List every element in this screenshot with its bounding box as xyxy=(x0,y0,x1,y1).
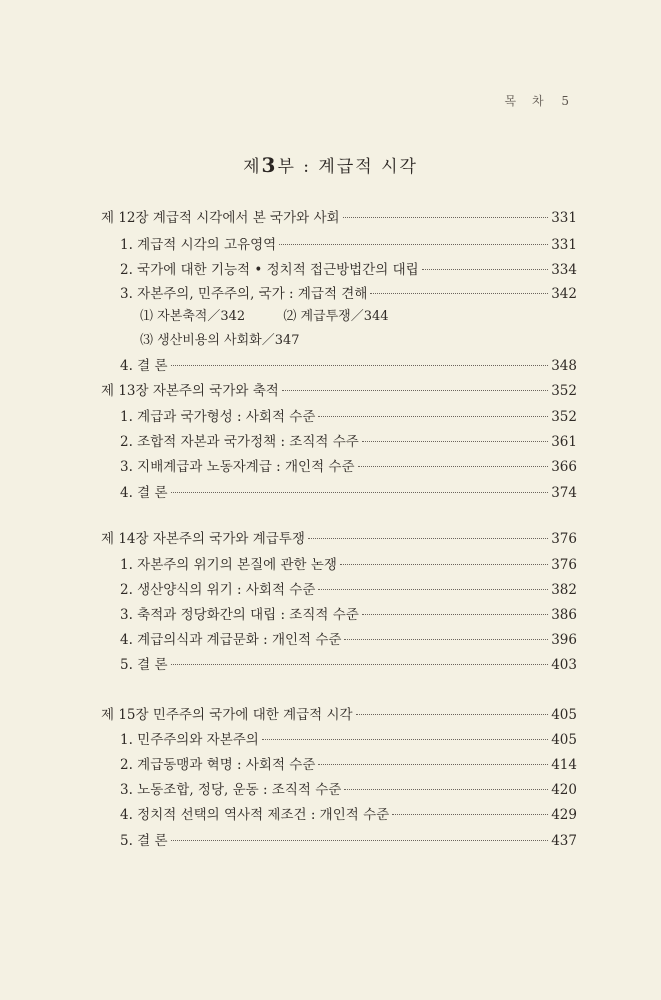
running-header xyxy=(505,92,569,109)
section-title: 1. 계급적 시각의 고유영역 xyxy=(120,237,277,253)
dot-leader xyxy=(344,789,548,790)
section-title: 2. 국가에 대한 기능적 • 정치적 접근방법간의 대립 xyxy=(120,262,419,278)
section-page: 403 xyxy=(551,657,577,673)
part-prefix: 제 xyxy=(243,157,262,177)
section-page: 366 xyxy=(551,459,577,475)
section-title: 2. 조합적 자본과 국가정책 : 조직적 수주 xyxy=(120,434,359,450)
section-title: 1. 계급과 국가형성 : 사회적 수준 xyxy=(120,409,316,425)
toc-subitem: ⑵ 계급투쟁／344 xyxy=(283,309,389,324)
chapter-title: 제 13장 자본주의 국가와 축적 xyxy=(101,383,279,399)
chapter-title: 제 15장 민주주의 국가에 대한 계급적 시각 xyxy=(101,707,353,723)
chapter-title: 제 12장 계급적 시각에서 본 국가와 사회 xyxy=(101,210,340,226)
section-page: 348 xyxy=(551,358,577,374)
toc-subitem: ⑶ 생산비용의 사회화／347 xyxy=(140,333,300,348)
header-title: 목 차 xyxy=(504,94,550,108)
section-title: 3. 축적과 정당화간의 대립 : 조직적 수준 xyxy=(120,607,359,623)
section-page: 437 xyxy=(551,833,577,849)
chapter-page: 376 xyxy=(551,531,577,547)
toc-section[interactable] xyxy=(120,481,577,501)
toc-section[interactable] xyxy=(120,258,577,278)
toc-section[interactable] xyxy=(120,282,577,302)
section-page: 429 xyxy=(551,807,577,823)
dot-leader xyxy=(362,441,548,442)
section-page: 414 xyxy=(551,757,577,773)
toc-section[interactable] xyxy=(120,553,577,573)
dot-leader xyxy=(318,416,548,417)
section-page: 352 xyxy=(551,409,577,425)
toc-chapter-14[interactable] xyxy=(101,527,577,547)
section-title: 3. 노동조합, 정당, 운동 : 조직적 수준 xyxy=(120,782,342,798)
toc-subitems xyxy=(140,305,423,324)
section-page: 374 xyxy=(551,485,577,501)
section-page: 386 xyxy=(551,607,577,623)
dot-leader xyxy=(343,217,549,218)
section-title: 5. 결 론 xyxy=(120,833,168,849)
dot-leader xyxy=(422,269,549,270)
dot-leader xyxy=(344,639,548,640)
section-page: 331 xyxy=(551,237,577,253)
dot-leader xyxy=(358,466,549,467)
toc-section[interactable] xyxy=(120,803,577,823)
chapter-page: 352 xyxy=(551,383,577,399)
toc-section[interactable] xyxy=(120,578,577,598)
section-title: 4. 계급의식과 계급문화 : 개인적 수준 xyxy=(120,632,342,648)
dot-leader xyxy=(279,244,548,245)
section-page: 420 xyxy=(551,782,577,798)
section-page: 361 xyxy=(551,434,577,450)
toc-section[interactable] xyxy=(120,233,577,253)
dot-leader xyxy=(282,390,548,391)
section-title: 4. 결 론 xyxy=(120,485,168,501)
dot-leader xyxy=(318,764,548,765)
dot-leader xyxy=(370,293,548,294)
section-title: 3. 자본주의, 민주주의, 국가 : 계급적 견해 xyxy=(120,286,368,302)
part-title xyxy=(0,152,661,177)
section-title: 2. 계급동맹과 혁명 : 사회적 수준 xyxy=(120,757,316,773)
toc-chapter-13[interactable] xyxy=(101,379,577,399)
toc-section[interactable] xyxy=(120,829,577,849)
dot-leader xyxy=(356,714,549,715)
chapter-title: 제 14장 자본주의 국가와 계급투쟁 xyxy=(101,531,305,547)
section-page: 342 xyxy=(551,286,577,302)
dot-leader xyxy=(392,814,548,815)
section-title: 4. 정치적 선택의 역사적 제조건 : 개인적 수준 xyxy=(120,807,390,823)
section-title: 2. 생산양식의 위기 : 사회적 수준 xyxy=(120,582,316,598)
dot-leader xyxy=(340,564,548,565)
toc-section[interactable] xyxy=(120,603,577,623)
dot-leader xyxy=(308,538,548,539)
section-page: 396 xyxy=(551,632,577,648)
section-title: 1. 자본주의 위기의 본질에 관한 논쟁 xyxy=(120,557,337,573)
toc-chapter-15[interactable] xyxy=(101,703,577,723)
dot-leader xyxy=(171,365,549,366)
toc-chapter-12[interactable] xyxy=(101,206,577,226)
section-page: 405 xyxy=(551,732,577,748)
dot-leader xyxy=(171,492,549,493)
section-page: 334 xyxy=(551,262,577,278)
chapter-page: 331 xyxy=(551,210,577,226)
toc-section[interactable] xyxy=(120,455,577,475)
toc-subitem: ⑴ 자본축적／342 xyxy=(140,309,246,324)
toc-section[interactable] xyxy=(120,778,577,798)
toc-section[interactable] xyxy=(120,430,577,450)
toc-section[interactable] xyxy=(120,354,577,374)
section-title: 3. 지배계급과 노동자계급 : 개인적 수준 xyxy=(120,459,355,475)
toc-section[interactable] xyxy=(120,405,577,425)
section-page: 376 xyxy=(551,557,577,573)
section-title: 5. 결 론 xyxy=(120,657,168,673)
dot-leader xyxy=(171,664,549,665)
section-page: 382 xyxy=(551,582,577,598)
dot-leader xyxy=(318,589,548,590)
chapter-page: 405 xyxy=(551,707,577,723)
page-number: 5 xyxy=(561,94,569,108)
section-title: 4. 결 론 xyxy=(120,358,168,374)
dot-leader xyxy=(171,840,549,841)
toc-section[interactable] xyxy=(120,653,577,673)
toc-section[interactable] xyxy=(120,753,577,773)
part-suffix: 부 : 계급적 시각 xyxy=(277,157,418,177)
toc-section[interactable] xyxy=(120,728,577,748)
dot-leader xyxy=(262,739,548,740)
toc-section[interactable] xyxy=(120,628,577,648)
part-number: 3 xyxy=(261,153,278,177)
dot-leader xyxy=(362,614,548,615)
section-title: 1. 민주주의와 자본주의 xyxy=(120,732,259,748)
toc-subitems xyxy=(140,329,334,348)
